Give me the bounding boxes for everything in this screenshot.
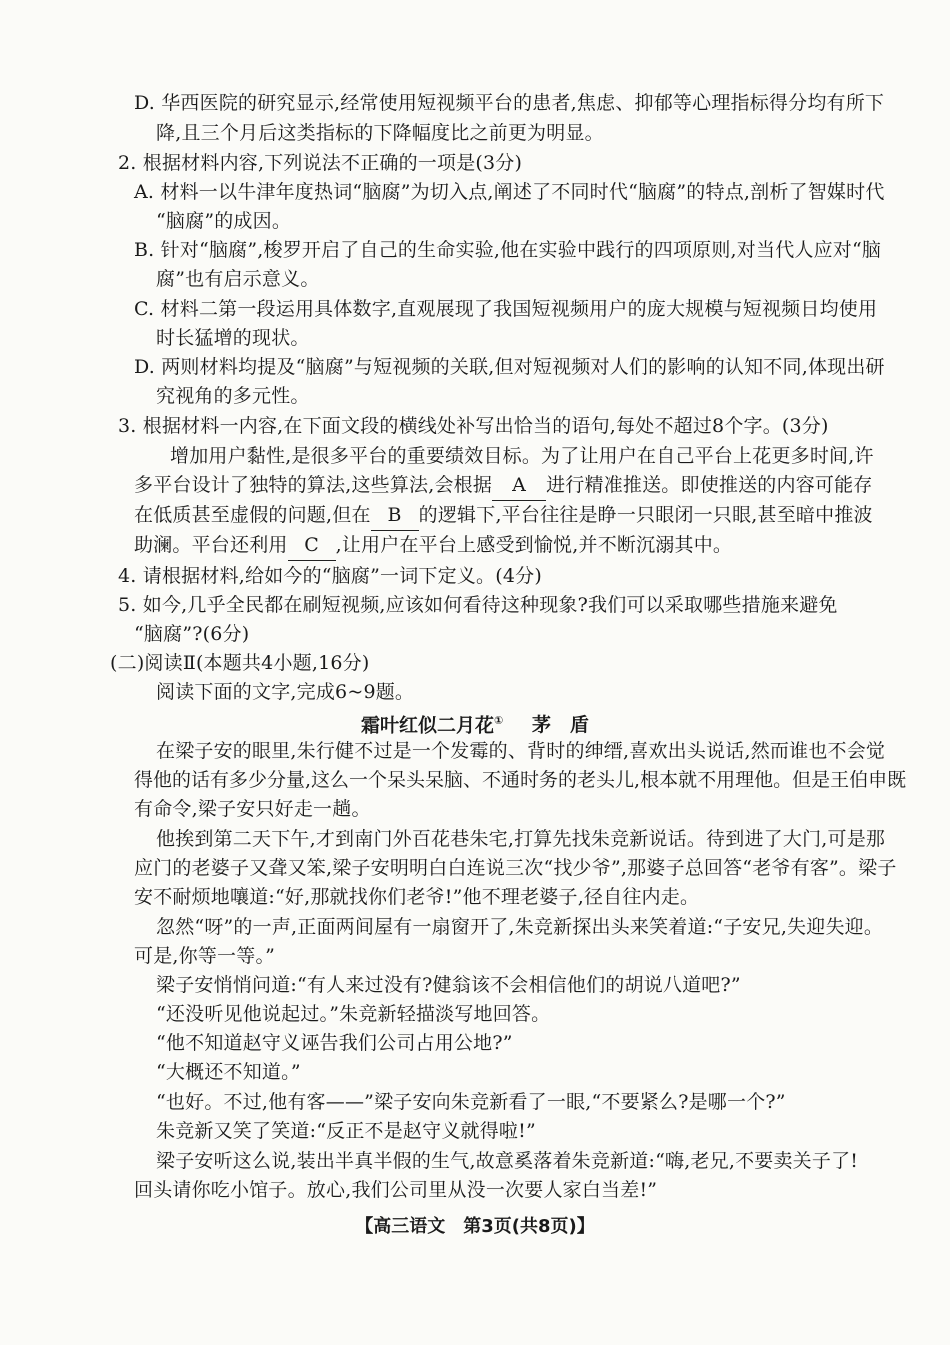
q3-text: ,让用户在平台上感受到愉悦,并不断沉溺其中。 <box>335 534 733 556</box>
story-line: 安不耐烦地嚷道:“好,那就找你们老爷!”他不理老婆子,径自往内走。 <box>134 886 700 908</box>
q3-passage-line3 <box>134 500 873 531</box>
q3-passage-line2 <box>134 470 873 501</box>
q5-line2: “脑腐”?(6分) <box>134 623 250 645</box>
q4-stem: 4. 请根据材料,给如今的“脑腐”一词下定义。(4分) <box>118 565 542 587</box>
q3-text: 助澜。平台还利用 <box>134 534 288 556</box>
q3-text: 进行精准推送。即使推送的内容可能存 <box>546 474 873 496</box>
q2-option-d-line2: 究视角的多元性。 <box>156 385 310 407</box>
q3-passage-line1: 增加用户黏性,是很多平台的重要绩效目标。为了让用户在自己平台上花更多时间,许 <box>170 445 874 467</box>
q2-option-c-line2: 时长猛增的现状。 <box>156 327 310 349</box>
blank-a: A <box>492 470 546 501</box>
q3-text: 在低质甚至虚假的问题,但在 <box>134 504 371 526</box>
story-line: 忽然“呀”的一声,正面两间屋有一扇窗开了,朱竞新探出头来笑着道:“子安兄,失迎失迎。 <box>156 916 884 938</box>
story-line: “也好。不过,他有客——”梁子安向朱竞新看了一眼,“不要紧么?是哪一个?” <box>156 1091 786 1113</box>
story-line: 可是,你等一等。” <box>134 945 276 967</box>
section-instruction: 阅读下面的文字,完成6~9题。 <box>156 681 415 703</box>
q2-option-a-line2: “脑腐”的成因。 <box>156 210 292 232</box>
q3-text: 多平台设计了独特的算法,这些算法,会根据 <box>134 474 493 496</box>
author: 茅 盾 <box>531 714 589 737</box>
story-line: 应门的老婆子又聋又笨,梁子安明明白白连说三次“找少爷”,那婆子总回答“老爷有客”。梁子 <box>134 857 897 879</box>
story-line: 得他的话有多少分量,这么一个呆头呆脑、不通时务的老头儿,根本就不用理他。但是王伯申既 <box>134 769 907 791</box>
story-line: 他挨到第二天下午,才到南门外百花巷朱宅,打算先找朱竞新说话。待到进了大门,可是那 <box>156 828 886 850</box>
q2-stem: 2. 根据材料内容,下列说法不正确的一项是(3分) <box>118 152 523 174</box>
q2-option-a-line1: A. 材料一以牛津年度热词“脑腐”为切入点,阐述了不同时代“脑腐”的特点,剖析了智媒时代 <box>134 181 885 203</box>
story-line: “他不知道赵守义诬告我们公司占用公地?” <box>156 1032 513 1054</box>
page-footer: 【高三语文 第3页(共8页)】 <box>355 1216 595 1237</box>
title-text: 霜叶红似二月花 <box>361 714 495 737</box>
section-heading: (二)阅读Ⅱ(本题共4小题,16分) <box>110 652 370 674</box>
q3-stem: 3. 根据材料一内容,在下面文段的横线处补写出恰当的语句,每处不超过8个字。(3分) <box>118 415 829 437</box>
q1-option-d-line1: D. 华西医院的研究显示,经常使用短视频平台的患者,焦虑、抑郁等心理指标得分均有所下 <box>134 92 885 114</box>
story-line: 在梁子安的眼里,朱行健不过是一个发霉的、背时的绅缙,喜欢出头说话,然而谁也不会觉 <box>156 740 886 762</box>
blank-b: B <box>371 500 419 531</box>
q3-passage-line4 <box>134 530 732 561</box>
q2-option-d-line1: D. 两则材料均提及“脑腐”与短视频的关联,但对短视频对人们的影响的认知不同,体现出研 <box>134 356 885 378</box>
story-line: “还没听见他说起过。”朱竞新轻描淡写地回答。 <box>156 1003 551 1025</box>
q5-line1: 5. 如今,几乎全民都在刷短视频,应该如何看待这种现象?我们可以采取哪些措施来避免 <box>118 594 838 616</box>
q1-option-d-line2: 降,且三个月后这类指标的下降幅度比之前更为明显。 <box>156 122 604 144</box>
q3-text: 的逻辑下,平台往往是睁一只眼闭一只眼,甚至暗中推波 <box>418 504 873 526</box>
story-line: 梁子安悄悄问道:“有人来过没有?健翁该不会相信他们的胡说八道吧?” <box>156 974 741 996</box>
q2-option-b-line2: 腐”也有启示意义。 <box>156 268 320 290</box>
story-line: “大概还不知道。” <box>156 1061 301 1083</box>
story-line: 梁子安听这么说,装出半真半假的生气,故意奚落着朱竞新道:“嗨,老兄,不要卖关子了! <box>156 1150 859 1172</box>
q2-option-c-line1: C. 材料二第一段运用具体数字,直观展现了我国短视频用户的庞大规模与短视频日均使用 <box>134 298 878 320</box>
story-line: 有命令,梁子安只好走一趟。 <box>134 798 371 820</box>
story-line: 回头请你吃小馆子。放心,我们公司里从没一次要人家白当差!” <box>134 1179 658 1201</box>
story-line: 朱竞新又笑了笑道:“反正不是赵守义就得啦!” <box>156 1120 536 1142</box>
blank-c: C <box>288 530 336 561</box>
q2-option-b-line1: B. 针对“脑腐”,梭罗开启了自己的生命实验,他在实验中践行的四项原则,对当代人应对“脑 <box>134 239 882 261</box>
footnote-mark: ① <box>494 714 504 727</box>
